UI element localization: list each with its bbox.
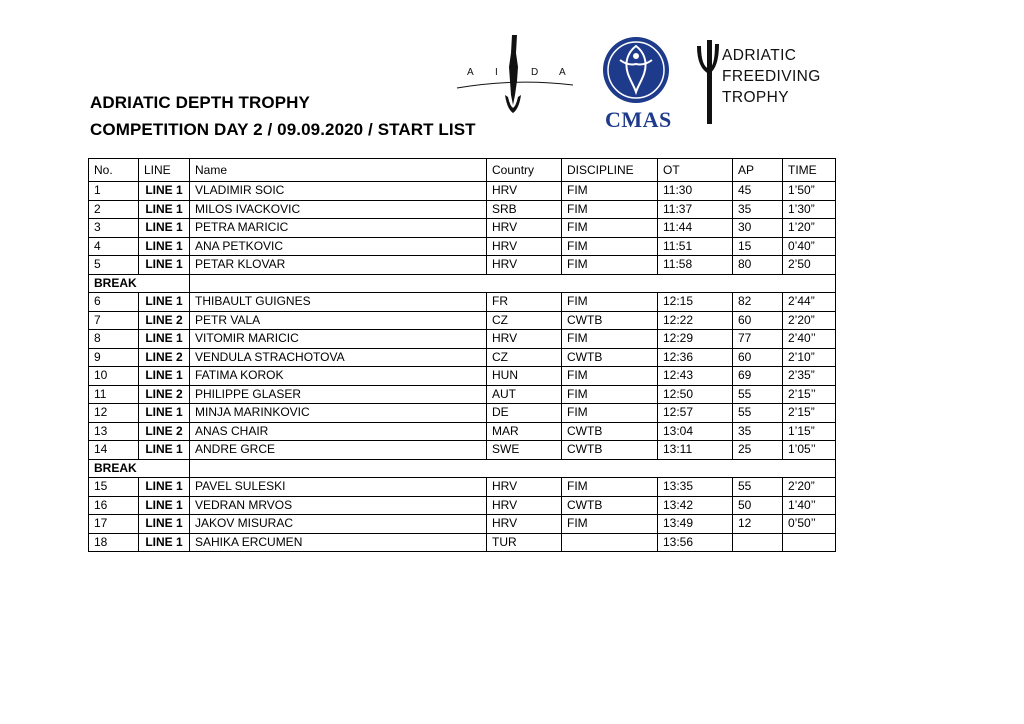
cell-ap <box>733 533 783 552</box>
cell-ot: 12:57 <box>658 404 733 423</box>
cell-line: LINE 1 <box>139 404 190 423</box>
page-subtitle: COMPETITION DAY 2 / 09.09.2020 / START LIST <box>90 120 476 139</box>
cell-ap: 35 <box>733 200 783 219</box>
cell-discipline: FIM <box>562 515 658 534</box>
cell-discipline: FIM <box>562 385 658 404</box>
cell-ot: 13:04 <box>658 422 733 441</box>
cell-ot: 13:35 <box>658 478 733 497</box>
cell-country: HRV <box>487 330 562 349</box>
cell-time: 2’20” <box>783 311 836 330</box>
cell-time: 0’40” <box>783 237 836 256</box>
cell-discipline: FIM <box>562 256 658 275</box>
table-row <box>89 422 836 441</box>
cell-discipline: FIM <box>562 219 658 238</box>
header-ot: OT <box>658 159 733 182</box>
cell-name: VEDRAN MRVOS <box>190 496 487 515</box>
cell-line: LINE 1 <box>139 219 190 238</box>
cell-ot: 13:49 <box>658 515 733 534</box>
cell-name: PETRA MARICIC <box>190 219 487 238</box>
cell-country: HUN <box>487 367 562 386</box>
cell-discipline: CWTB <box>562 441 658 460</box>
cell-no: 14 <box>89 441 139 460</box>
cell-country: SWE <box>487 441 562 460</box>
cell-no: 1 <box>89 182 139 201</box>
cell-country: AUT <box>487 385 562 404</box>
cell-line: LINE 1 <box>139 200 190 219</box>
cell-ot: 11:30 <box>658 182 733 201</box>
header-time: TIME <box>783 159 836 182</box>
cell-no: 13 <box>89 422 139 441</box>
table-row <box>89 441 836 460</box>
cell-ap: 77 <box>733 330 783 349</box>
cell-ap: 35 <box>733 422 783 441</box>
cell-name: MINJA MARINKOVIC <box>190 404 487 423</box>
cell-line: LINE 2 <box>139 311 190 330</box>
cell-name: JAKOV MISURAC <box>190 515 487 534</box>
cell-name: PETAR KLOVAR <box>190 256 487 275</box>
table-row <box>89 311 836 330</box>
cell-ot: 12:15 <box>658 293 733 312</box>
aida-letter: I <box>495 67 499 78</box>
cell-time: 2’35” <box>783 367 836 386</box>
cell-country: SRB <box>487 200 562 219</box>
cell-country: HRV <box>487 256 562 275</box>
cell-line: LINE 1 <box>139 478 190 497</box>
cell-discipline <box>562 533 658 552</box>
cell-time: 1’50” <box>783 182 836 201</box>
cell-line: LINE 1 <box>139 533 190 552</box>
cell-time: 1’30” <box>783 200 836 219</box>
cell-no: 7 <box>89 311 139 330</box>
cell-no: 4 <box>89 237 139 256</box>
header-line: LINE <box>139 159 190 182</box>
cell-discipline: FIM <box>562 367 658 386</box>
cell-ap: 82 <box>733 293 783 312</box>
cell-time: 0’50’’ <box>783 515 836 534</box>
cell-time: 2’15” <box>783 404 836 423</box>
cell-country: TUR <box>487 533 562 552</box>
cell-ot: 12:50 <box>658 385 733 404</box>
cell-ot: 11:37 <box>658 200 733 219</box>
cell-ap: 25 <box>733 441 783 460</box>
header-no: No. <box>89 159 139 182</box>
cell-name: PHILIPPE GLASER <box>190 385 487 404</box>
cell-country: HRV <box>487 219 562 238</box>
table-row <box>89 478 836 497</box>
cell-discipline: FIM <box>562 293 658 312</box>
cell-ot: 12:29 <box>658 330 733 349</box>
cell-discipline: CWTB <box>562 348 658 367</box>
cell-ap: 30 <box>733 219 783 238</box>
adriatic-logo-line2: FREEDIVING <box>722 68 821 85</box>
cell-country: HRV <box>487 515 562 534</box>
header-discipline: DISCIPLINE <box>562 159 658 182</box>
cell-time: 1’40’’ <box>783 496 836 515</box>
cell-discipline: FIM <box>562 182 658 201</box>
cell-ap: 45 <box>733 182 783 201</box>
cell-no: 8 <box>89 330 139 349</box>
cell-name: THIBAULT GUIGNES <box>190 293 487 312</box>
cell-ot: 13:56 <box>658 533 733 552</box>
cell-time: 2’15’’ <box>783 385 836 404</box>
trident-icon <box>693 38 723 124</box>
table-row <box>89 256 836 275</box>
table-row <box>89 533 836 552</box>
cell-line: LINE 2 <box>139 422 190 441</box>
table-row <box>89 182 836 201</box>
table-row <box>89 200 836 219</box>
cell-no: 9 <box>89 348 139 367</box>
cell-ot: 12:22 <box>658 311 733 330</box>
cell-name: PAVEL SULESKI <box>190 478 487 497</box>
cell-no: 12 <box>89 404 139 423</box>
header-ap: AP <box>733 159 783 182</box>
cell-ot: 11:44 <box>658 219 733 238</box>
cell-country: HRV <box>487 478 562 497</box>
cell-line: LINE 2 <box>139 348 190 367</box>
table-row <box>89 404 836 423</box>
cell-country: CZ <box>487 348 562 367</box>
cell-name: VENDULA STRACHOTOVA <box>190 348 487 367</box>
cell-line: LINE 1 <box>139 330 190 349</box>
cell-line: LINE 2 <box>139 385 190 404</box>
cell-time: 2’40’’ <box>783 330 836 349</box>
cell-country: DE <box>487 404 562 423</box>
cell-discipline: FIM <box>562 404 658 423</box>
adriatic-logo-line1: ADRIATIC <box>722 47 797 64</box>
cell-name: MILOS IVACKOVIC <box>190 200 487 219</box>
cell-time: 1’20” <box>783 219 836 238</box>
cell-name: VLADIMIR SOIC <box>190 182 487 201</box>
table-row <box>89 385 836 404</box>
cell-ot: 11:58 <box>658 256 733 275</box>
page-title: ADRIATIC DEPTH TROPHY <box>90 93 310 112</box>
table-row <box>89 237 836 256</box>
cell-discipline: FIM <box>562 478 658 497</box>
cell-no: 15 <box>89 478 139 497</box>
cell-no: 16 <box>89 496 139 515</box>
cell-time: 2’44” <box>783 293 836 312</box>
cell-no: 18 <box>89 533 139 552</box>
cell-discipline: CWTB <box>562 311 658 330</box>
cell-ot: 12:43 <box>658 367 733 386</box>
break-row <box>89 459 836 478</box>
cell-name: ANAS CHAIR <box>190 422 487 441</box>
table-row <box>89 293 836 312</box>
cell-line: LINE 1 <box>139 441 190 460</box>
cell-discipline: FIM <box>562 200 658 219</box>
cell-line: LINE 1 <box>139 256 190 275</box>
cell-no: 17 <box>89 515 139 534</box>
cell-line: LINE 1 <box>139 367 190 386</box>
cell-discipline: FIM <box>562 237 658 256</box>
cell-country: HRV <box>487 496 562 515</box>
cell-ap: 60 <box>733 348 783 367</box>
cell-line: LINE 1 <box>139 496 190 515</box>
break-row <box>89 274 836 293</box>
table-header-row <box>89 159 836 182</box>
cell-ap: 15 <box>733 237 783 256</box>
break-empty-cell <box>190 459 836 478</box>
break-label: BREAK <box>89 274 190 293</box>
header-name: Name <box>190 159 487 182</box>
cell-name: ANDRE GRCE <box>190 441 487 460</box>
table-row <box>89 330 836 349</box>
aida-letter: A <box>559 67 567 78</box>
cell-time: 2’20” <box>783 478 836 497</box>
cell-name: SAHIKA ERCUMEN <box>190 533 487 552</box>
table-row <box>89 219 836 238</box>
cell-ot: 13:11 <box>658 441 733 460</box>
cell-no: 3 <box>89 219 139 238</box>
cell-line: LINE 1 <box>139 293 190 312</box>
cell-ap: 50 <box>733 496 783 515</box>
cell-line: LINE 1 <box>139 237 190 256</box>
table-row <box>89 348 836 367</box>
cell-discipline: CWTB <box>562 422 658 441</box>
cell-country: MAR <box>487 422 562 441</box>
adriatic-trophy-logo <box>693 38 723 124</box>
cell-time: 2’50 <box>783 256 836 275</box>
cell-ot: 11:51 <box>658 237 733 256</box>
cell-name: PETR VALA <box>190 311 487 330</box>
cell-country: CZ <box>487 311 562 330</box>
table-row <box>89 496 836 515</box>
cell-time: 2’10” <box>783 348 836 367</box>
cell-time: 1’15” <box>783 422 836 441</box>
cell-ap: 55 <box>733 404 783 423</box>
aida-letter: D <box>531 67 540 78</box>
cell-no: 6 <box>89 293 139 312</box>
cell-no: 5 <box>89 256 139 275</box>
cell-ap: 12 <box>733 515 783 534</box>
cell-name: VITOMIR MARICIC <box>190 330 487 349</box>
cell-time <box>783 533 836 552</box>
cell-country: HRV <box>487 182 562 201</box>
cell-line: LINE 1 <box>139 182 190 201</box>
cell-ap: 55 <box>733 478 783 497</box>
start-list-table <box>88 158 836 552</box>
cell-time: 1’05’’ <box>783 441 836 460</box>
table-row <box>89 367 836 386</box>
adriatic-logo-line3: TROPHY <box>722 89 789 106</box>
cell-ot: 13:42 <box>658 496 733 515</box>
cell-discipline: FIM <box>562 330 658 349</box>
cell-name: ANA PETKOVIC <box>190 237 487 256</box>
cell-ap: 80 <box>733 256 783 275</box>
aida-emblem-icon <box>455 33 575 123</box>
cell-country: HRV <box>487 237 562 256</box>
cell-no: 10 <box>89 367 139 386</box>
cell-line: LINE 1 <box>139 515 190 534</box>
break-label: BREAK <box>89 459 190 478</box>
break-empty-cell <box>190 274 836 293</box>
cell-ap: 60 <box>733 311 783 330</box>
cell-discipline: CWTB <box>562 496 658 515</box>
cell-name: FATIMA KOROK <box>190 367 487 386</box>
header-country: Country <box>487 159 562 182</box>
aida-letter: A <box>467 67 475 78</box>
table-row <box>89 515 836 534</box>
aida-logo <box>455 33 575 123</box>
cell-no: 11 <box>89 385 139 404</box>
cmas-emblem-icon <box>598 30 684 110</box>
cell-ot: 12:36 <box>658 348 733 367</box>
cell-ap: 69 <box>733 367 783 386</box>
cell-ap: 55 <box>733 385 783 404</box>
cmas-label: CMAS <box>605 107 672 132</box>
cell-country: FR <box>487 293 562 312</box>
cell-no: 2 <box>89 200 139 219</box>
